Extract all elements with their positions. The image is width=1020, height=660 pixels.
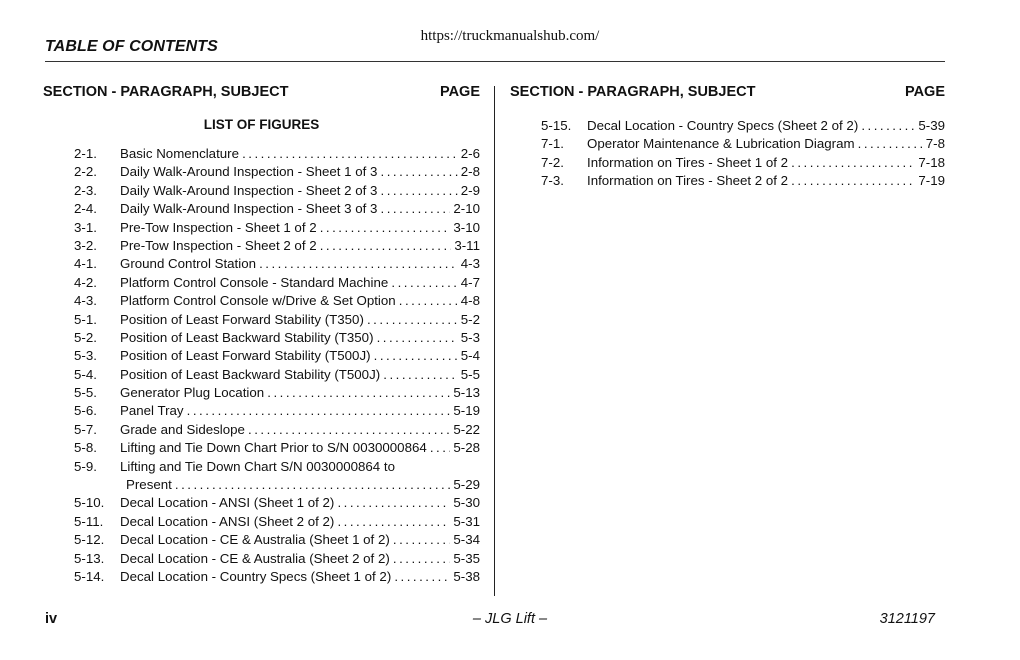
page-reference: 7-18 — [915, 154, 945, 172]
page-reference: 7-8 — [923, 135, 945, 153]
column-page-heading: PAGE — [439, 84, 480, 100]
figure-number: 5-4. — [74, 366, 97, 382]
page-reference: 5-4 — [458, 347, 480, 365]
page-reference: 2-10 — [450, 200, 480, 218]
figure-title: Information on Tires - Sheet 1 of 2 . . . — [587, 154, 945, 172]
right-column-header — [510, 84, 945, 104]
page-reference: 5-28 — [450, 439, 480, 457]
figure-title: Ground Control Station . . . — [120, 255, 480, 273]
figure-title: Position of Least Forward Stability (T500J) . . . — [120, 347, 480, 365]
figure-title: Lifting and Tie Down Chart S/N 0030000864 to — [120, 458, 395, 474]
figure-title: Position of Least Backward Stability (T500J) . . . — [120, 366, 480, 384]
page-reference: 3-11 — [451, 237, 480, 255]
toc-entry[interactable] — [74, 513, 480, 531]
figure-title: Decal Location - CE & Australia (Sheet 1 of 2) . . . — [120, 531, 480, 549]
toc-entry[interactable] — [74, 274, 480, 292]
left-column — [43, 84, 480, 584]
toc-entry[interactable] — [74, 347, 480, 365]
page-reference: 5-34 — [450, 531, 480, 549]
figure-number: 5-6. — [74, 403, 97, 419]
figure-title: Basic Nomenclature . . . — [120, 145, 480, 163]
toc-entry[interactable] — [541, 135, 945, 153]
figure-number: 5-11. — [74, 513, 104, 529]
footer-page-number: iv — [45, 611, 58, 627]
toc-entry[interactable] — [541, 154, 945, 172]
toc-entry[interactable] — [74, 384, 480, 402]
figure-title: Pre-Tow Inspection - Sheet 2 of 2 . . . — [120, 237, 480, 255]
column-subject-heading: SECTION - PARAGRAPH, SUBJECT — [510, 84, 756, 100]
figure-title: Platform Control Console w/Drive & Set Option . . . — [120, 292, 480, 310]
figure-title: Position of Least Backward Stability (T350) . . . — [120, 329, 480, 347]
list-of-figures-heading: LIST OF FIGURES — [203, 117, 320, 132]
toc-entry[interactable] — [74, 237, 480, 255]
page-reference: 2-6 — [458, 145, 480, 163]
figure-number: 5-2. — [74, 329, 97, 345]
toc-entry[interactable] — [74, 550, 480, 568]
right-entry-list — [541, 117, 945, 191]
toc-entry[interactable] — [74, 531, 480, 549]
figure-number: 5-14. — [74, 569, 105, 584]
figure-title: Decal Location - CE & Australia (Sheet 2 of 2) . . . — [120, 550, 480, 568]
toc-entry[interactable] — [74, 458, 480, 495]
figure-title: Grade and Sideslope . . . — [120, 421, 480, 439]
figure-title: Panel Tray . . . — [120, 402, 480, 420]
figure-number: 5-3. — [74, 348, 97, 364]
toc-entry[interactable] — [74, 439, 480, 457]
figure-title: Operator Maintenance & Lubrication Diagram . . . — [587, 135, 945, 153]
figure-title: Decal Location - ANSI (Sheet 2 of 2) . . . — [120, 513, 480, 531]
figure-title: Position of Least Forward Stability (T350) . . . — [120, 311, 480, 329]
footer-doc-number: 3121197 — [879, 611, 935, 627]
figure-number: 5-9. — [74, 458, 97, 474]
toc-entry[interactable] — [74, 568, 480, 586]
page-reference: 5-22 — [450, 421, 480, 439]
figure-title: Decal Location - ANSI (Sheet 1 of 2) . . . — [120, 494, 480, 512]
page-reference: 5-35 — [450, 550, 480, 568]
page-reference: 5-19 — [450, 402, 480, 420]
figure-number: 2-1. — [74, 146, 97, 161]
figure-title: Daily Walk-Around Inspection - Sheet 2 of 3 . . . — [120, 182, 480, 200]
source-url: https://truckmanualshub.com/ — [420, 28, 600, 44]
figure-number: 2-3. — [74, 182, 97, 198]
figure-number: 3-1. — [74, 219, 97, 235]
toc-entry[interactable] — [74, 182, 480, 200]
toc-entry[interactable] — [74, 494, 480, 512]
page-reference: 5-39 — [915, 117, 945, 135]
figure-title: Decal Location - Country Specs (Sheet 1 of 2) . . . — [120, 568, 480, 586]
toc-entry[interactable] — [74, 163, 480, 181]
page-reference: 5-3 — [458, 329, 480, 347]
page-reference: 4-7 — [458, 274, 480, 292]
figure-title: Platform Control Console - Standard Machine . . . — [120, 274, 480, 292]
figure-number: 5-15. — [541, 118, 572, 133]
toc-entry[interactable] — [74, 311, 480, 329]
figure-number: 5-7. — [74, 421, 97, 437]
left-entry-list — [74, 145, 480, 586]
figure-number: 7-2. — [541, 154, 564, 170]
figure-number: 2-4. — [74, 201, 97, 217]
figure-number: 5-1. — [74, 311, 97, 327]
figure-title: Pre-Tow Inspection - Sheet 1 of 2 . . . — [120, 219, 480, 237]
figure-number: 4-1. — [74, 256, 97, 272]
figure-title: Daily Walk-Around Inspection - Sheet 1 of 3 . . . — [120, 163, 480, 181]
figure-number: 7-3. — [541, 173, 564, 189]
figure-number: 5-8. — [74, 440, 97, 456]
column-divider — [494, 86, 495, 596]
footer-brand: – JLG Lift – — [472, 611, 548, 627]
figure-title-continued: Present . . . — [126, 476, 480, 494]
right-column — [510, 84, 945, 189]
figure-number: 5-10. — [74, 495, 105, 511]
column-subject-heading: SECTION - PARAGRAPH, SUBJECT — [43, 84, 289, 100]
figure-number: 3-2. — [74, 237, 97, 253]
figure-number: 5-12. — [74, 532, 105, 548]
figure-number: 4-2. — [74, 274, 97, 290]
figure-title: Information on Tires - Sheet 2 of 2 . . . — [587, 172, 945, 190]
toc-entry[interactable] — [74, 219, 480, 237]
figure-number: 7-1. — [541, 136, 564, 152]
page-title: TABLE OF CONTENTS — [45, 38, 218, 55]
toc-entry[interactable] — [74, 292, 480, 310]
toc-entry[interactable] — [74, 255, 480, 273]
figure-number: 5-5. — [74, 385, 97, 401]
figure-title: Generator Plug Location . . . — [120, 384, 480, 402]
column-page-heading: PAGE — [904, 84, 945, 100]
page-reference: 5-31 — [450, 513, 480, 531]
figure-title: Decal Location - Country Specs (Sheet 2 of 2) . . . — [587, 117, 945, 135]
toc-entry[interactable] — [74, 145, 480, 163]
left-column-header — [43, 84, 480, 104]
page-reference: 7-19 — [915, 172, 945, 190]
toc-entry[interactable] — [74, 200, 480, 218]
page-reference: 5-13 — [450, 384, 480, 402]
header-rule — [45, 61, 945, 62]
figure-number: 2-2. — [74, 164, 97, 180]
toc-entry[interactable] — [74, 402, 480, 420]
toc-entry[interactable] — [74, 366, 480, 384]
page-reference: 2-8 — [458, 163, 480, 181]
page-reference: 5-38 — [450, 568, 480, 586]
page-reference: 5-2 — [458, 311, 480, 329]
page-reference: 4-8 — [458, 292, 480, 310]
toc-entry[interactable] — [74, 329, 480, 347]
page-reference: 4-3 — [458, 255, 480, 273]
page-reference: 2-9 — [458, 182, 480, 200]
toc-entry[interactable] — [74, 421, 480, 439]
toc-entry[interactable] — [541, 172, 945, 190]
figure-number: 5-13. — [74, 550, 105, 566]
figure-title: Lifting and Tie Down Chart Prior to S/N 0030000864 . . . — [120, 439, 480, 457]
page-reference: 5-5 — [458, 366, 480, 384]
page-reference: 5-29 — [450, 476, 480, 494]
toc-entry[interactable] — [541, 117, 945, 135]
page-reference: 3-10 — [450, 219, 480, 237]
figure-number: 4-3. — [74, 293, 97, 309]
page-reference: 5-30 — [450, 494, 480, 512]
figure-title: Daily Walk-Around Inspection - Sheet 3 of 3 . . . — [120, 200, 480, 218]
